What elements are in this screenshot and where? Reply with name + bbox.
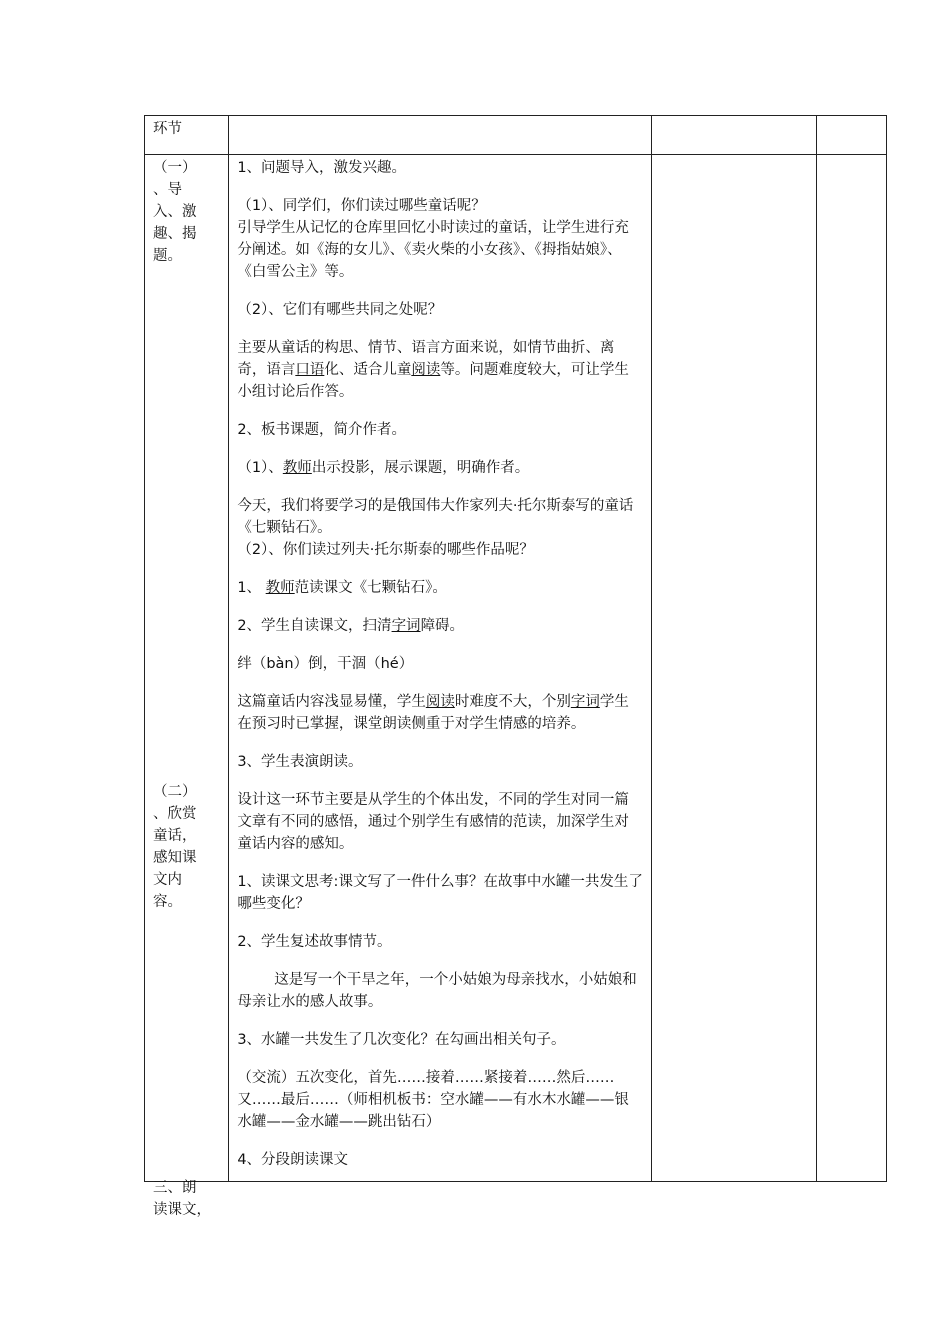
underlined-term: 字词	[570, 694, 600, 710]
content-line: 4、分段朗读课文	[237, 1152, 349, 1168]
content-line: 1、读课文思考:课文写了一件什么事？在故事中水罐一共发生了哪些变化？	[237, 874, 643, 912]
content-line: （交流）五次变化，首先……接着……紧接着……然后……又……最后……（师相机板书：空水罐——有水木水罐——银水罐——金水罐——跳出钻石）	[237, 1070, 629, 1130]
text-run: 障碍。	[420, 618, 465, 634]
body-cell-3	[652, 155, 817, 1182]
text-run: 主要从童话的构思、情节、语言方面来说，如情节曲折、离奇，语言	[237, 340, 615, 378]
body-cell-4	[816, 155, 886, 1182]
table-body-row	[145, 155, 887, 1182]
underlined-term: 阅读	[411, 362, 441, 378]
content-line: （2）、你们读过列夫·托尔斯泰的哪些作品呢？	[237, 542, 534, 558]
section-header-label: 环节	[153, 121, 182, 137]
text-run: 这篇童话内容浅显易懂，学生	[237, 694, 426, 710]
lesson-content	[229, 157, 651, 1171]
content-cell	[229, 155, 652, 1182]
content-line	[237, 577, 643, 599]
underlined-term: 口语	[295, 362, 325, 378]
header-cell-4	[816, 116, 886, 155]
text-run: 化、适合儿童	[324, 362, 412, 378]
content-line	[237, 337, 643, 403]
underlined-term: 字词	[391, 618, 421, 634]
step-label-1: （一） 、导 入、激 趣、揭 题。	[153, 160, 197, 264]
content-line: 今天，我们将要学习的是俄国伟大作家列夫·托尔斯泰写的童话《七颗钻石》。	[237, 498, 634, 536]
content-line: 3、学生表演朗读。	[237, 754, 363, 770]
step-label-3: 三、朗 读课文，	[153, 1180, 211, 1218]
text-run: 范读课文《七颗钻石》。	[294, 580, 447, 596]
content-line: 2、板书课题，简介作者。	[237, 422, 407, 438]
text-run: 等。问题难度较大，可让学生小组讨论后作答。	[237, 362, 629, 400]
text-run: 出示投影，展示课题，明确作者。	[311, 460, 530, 476]
content-line	[237, 691, 643, 735]
header-cell-content	[229, 116, 652, 155]
underlined-term: 教师	[282, 460, 312, 476]
content-line: 设计这一环节主要是从学生的个体出发，不同的学生对同一篇文章有不同的感悟，通过个别学生有感情的范读，加深学生对童话内容的感知。	[237, 792, 629, 852]
content-line: 2、学生复述故事情节。	[237, 934, 392, 950]
content-line: （1）、同学们，你们读过哪些童话呢？	[237, 198, 486, 214]
lesson-plan-table	[144, 115, 887, 1218]
content-line: 3、水罐一共发生了几次变化？在勾画出相关句子。	[237, 1032, 566, 1048]
text-run: 学生在预习时已掌握，课堂朗读侧重于对学生情感的培养。	[237, 694, 629, 732]
content-line: 引导学生从记忆的仓库里回忆小时读过的童话，让学生进行充分阐述。如《海的女儿》、《卖火柴的小女孩》、《拇指姑娘》、《白雪公主》等。	[237, 220, 629, 280]
content-line: 绊（bàn）倒，干涸（hé）	[237, 656, 414, 672]
content-line: 1、问题导入，激发兴趣。	[237, 160, 407, 176]
content-line	[237, 615, 643, 637]
steps-cell	[145, 155, 229, 1218]
step-label-2: （二） 、欣赏 童话， 感知课 文内 容。	[153, 784, 197, 910]
text-run: 时难度不大，个别	[454, 694, 571, 710]
content-line: 这是写一个干旱之年，一个小姑娘为母亲找水，小姑娘和母亲让水的感人故事。	[237, 972, 637, 1010]
content-line: （2）、它们有哪些共同之处呢？	[237, 302, 443, 318]
text-run: 1、	[237, 580, 266, 596]
underlined-term: 阅读	[425, 694, 455, 710]
text-run: 2、学生自读课文，扫清	[237, 618, 392, 634]
content-line	[237, 457, 643, 479]
text-run: （1）、	[237, 460, 283, 476]
table-header-row	[145, 116, 887, 155]
header-cell-section	[145, 116, 229, 155]
header-cell-3	[652, 116, 817, 155]
underlined-term: 教师	[265, 580, 295, 596]
